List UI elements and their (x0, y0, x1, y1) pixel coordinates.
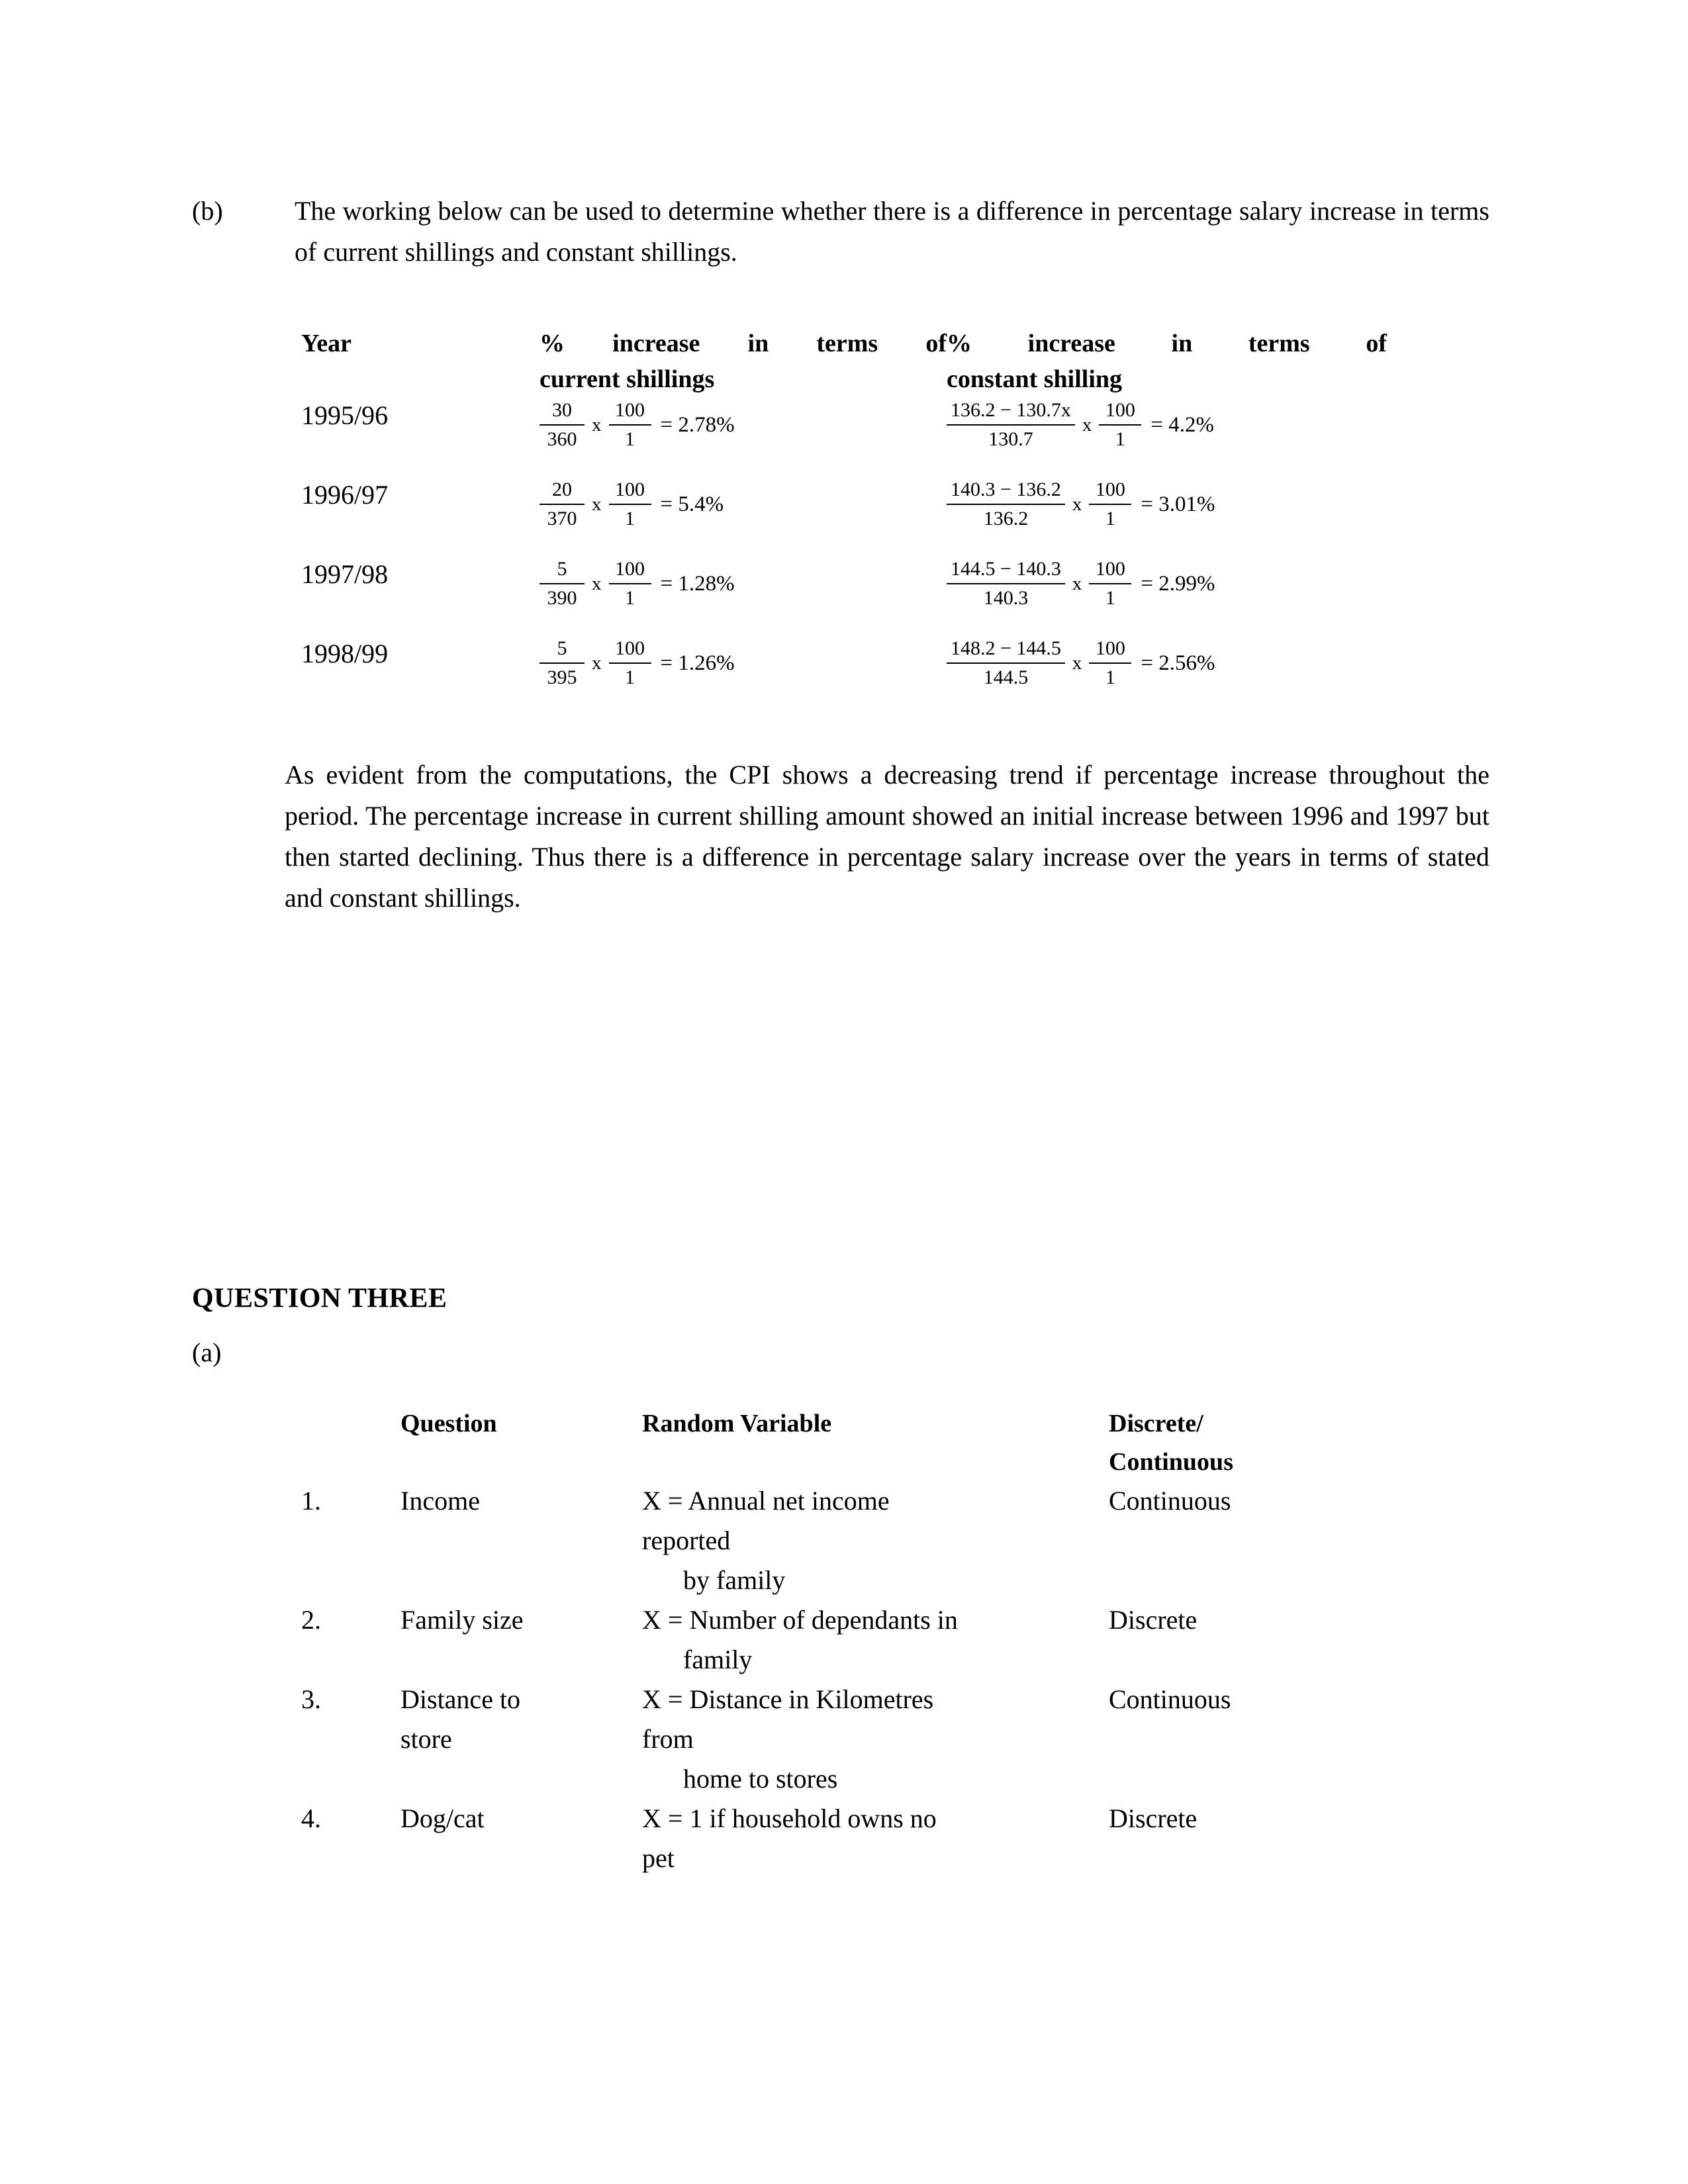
rv-variable-line1: X = Annual net income (642, 1486, 890, 1516)
rv-row-question (400, 1799, 642, 1878)
table-row (301, 477, 1387, 556)
fraction-denominator: 1 (1105, 587, 1115, 609)
fraction-bar (947, 424, 1075, 426)
fraction (1089, 637, 1131, 690)
multiply-operator: x (1072, 572, 1082, 594)
result-value: = 3.01% (1141, 492, 1215, 516)
part-b-marker: (b) (192, 196, 223, 226)
fraction-denominator: 370 (547, 508, 577, 529)
cpi-header-current-line2: current shillings (539, 365, 715, 393)
question-three-title: QUESTION THREE (192, 1283, 447, 1314)
question-three-part-a-marker: (a) (192, 1338, 222, 1367)
rv-row-type: Continuous (1109, 1486, 1231, 1516)
fraction-numerator: 100 (1095, 478, 1125, 500)
fraction (539, 557, 585, 610)
cpi-year: 1996/97 (301, 480, 389, 510)
fraction (609, 637, 651, 690)
fraction-bar (609, 504, 651, 505)
fraction-bar (609, 424, 651, 426)
fraction-denominator: 1 (1115, 428, 1125, 450)
fraction-denominator: 1 (625, 587, 635, 609)
fraction (1089, 557, 1131, 610)
fraction-denominator: 1 (625, 666, 635, 688)
rv-question-line1: Dog/cat (400, 1803, 485, 1833)
fraction-denominator: 144.5 (983, 666, 1029, 688)
fraction-numerator: 148.2 − 144.5 (951, 637, 1061, 659)
rv-header-row (301, 1404, 1387, 1481)
cpi-constant-expression (947, 397, 1387, 477)
fraction-numerator: 5 (557, 558, 567, 580)
multiply-operator: x (592, 652, 602, 674)
fraction-bar (1089, 583, 1131, 584)
fraction-bar (609, 662, 651, 664)
result-value: = 2.99% (1141, 571, 1215, 596)
rv-row-variable (642, 1680, 1109, 1799)
rv-row-variable (642, 1600, 1109, 1680)
fraction-numerator: 30 (552, 399, 572, 421)
cpi-header-year-label: Year (301, 330, 352, 357)
rv-variable-line2: from (642, 1724, 694, 1754)
cpi-header-constant-line2: constant shilling (947, 365, 1123, 393)
multiply-operator: x (1072, 493, 1082, 515)
rv-header-number (301, 1404, 400, 1481)
cpi-constant-expression (947, 477, 1387, 556)
rv-header-dc-line1: Discrete/ (1109, 1410, 1203, 1437)
rv-row-type: Discrete (1109, 1605, 1197, 1635)
rv-row-number: 4. (301, 1803, 321, 1833)
fraction-bar (539, 662, 585, 664)
fraction (1089, 478, 1131, 531)
cpi-header-constant-line1: % increase in terms of (947, 330, 1387, 357)
fraction (609, 478, 651, 531)
fraction-denominator: 395 (547, 666, 577, 688)
rv-variable-line2: pet (642, 1843, 675, 1873)
fraction-bar (609, 583, 651, 584)
rv-variable-line1: X = Distance in Kilometres (642, 1684, 934, 1714)
fraction-bar (947, 583, 1065, 584)
fraction-numerator: 20 (552, 478, 572, 500)
cpi-current-expression (539, 635, 947, 715)
cpi-header-current (539, 326, 947, 397)
rv-variable-line1: X = 1 if household owns no (642, 1803, 937, 1833)
fraction (947, 478, 1065, 531)
fraction-bar (1089, 504, 1131, 505)
fraction (539, 398, 585, 451)
fraction-bar (539, 583, 585, 584)
cpi-current-expression (539, 397, 947, 477)
rv-header-dc-line2: Continuous (1109, 1448, 1233, 1476)
fraction-numerator: 140.3 − 136.2 (951, 478, 1061, 500)
rv-header-question: Question (400, 1410, 497, 1437)
rv-variable-line3: family (683, 1645, 753, 1674)
table-row (301, 556, 1387, 635)
result-value: = 5.4% (660, 492, 724, 516)
fraction (1099, 398, 1141, 451)
cpi-header-constant (947, 326, 1387, 397)
cpi-constant-expression (947, 556, 1387, 635)
fraction-denominator: 1 (1105, 508, 1115, 529)
result-value: = 2.78% (660, 412, 735, 437)
fraction (947, 398, 1075, 451)
rv-row-question (400, 1680, 642, 1799)
multiply-operator: x (592, 572, 602, 594)
fraction-denominator: 1 (625, 508, 635, 529)
fraction (947, 557, 1065, 610)
table-row (301, 1680, 1387, 1799)
result-value: = 1.26% (660, 651, 735, 675)
result-value: = 1.28% (660, 571, 735, 596)
narrative-paragraph: As evident from the computations, the CPI shows a decreasing trend if percentage increase throughout the period. The percentage increase in current shilling amount showed an initial increase between 1996 and 1997 but then started declining. Thus there is a difference in percentage salary increase over the years in terms of stated and constant shillings. (285, 760, 1489, 913)
multiply-operator: x (592, 414, 602, 435)
cpi-year: 1998/99 (301, 639, 389, 668)
fraction (609, 398, 651, 451)
result-value: = 4.2% (1150, 412, 1215, 437)
fraction-bar (1089, 662, 1131, 664)
cpi-header-current-line1: % increase in terms of (539, 330, 947, 357)
fraction-numerator: 100 (615, 478, 645, 500)
fraction-numerator: 136.2 − 130.7x (951, 399, 1071, 421)
fraction-numerator: 100 (1095, 637, 1125, 659)
fraction-bar (1099, 424, 1141, 426)
table-row (301, 1799, 1387, 1878)
fraction-denominator: 390 (547, 587, 577, 609)
fraction-numerator: 100 (1095, 558, 1125, 580)
rv-question-line1: Distance to (400, 1684, 521, 1714)
fraction-denominator: 1 (625, 428, 635, 450)
rv-question-line1: Family size (400, 1605, 524, 1635)
cpi-current-expression (539, 556, 947, 635)
fraction (947, 637, 1065, 690)
rv-variable-line1: X = Number of dependants in (642, 1605, 958, 1635)
fraction-bar (947, 504, 1065, 505)
cpi-year: 1997/98 (301, 559, 389, 589)
table-row (301, 1481, 1387, 1600)
multiply-operator: x (1072, 652, 1082, 674)
rv-row-number: 1. (301, 1486, 321, 1516)
rv-row-question (400, 1600, 642, 1680)
part-b-block (192, 191, 1489, 273)
fraction-numerator: 100 (1105, 399, 1135, 421)
cpi-current-expression (539, 477, 947, 556)
table-row (301, 635, 1387, 715)
part-b-text: The working below can be used to determine whether there is a difference in percentage salary increase in terms of current shillings and constant shillings. (295, 196, 1489, 267)
rv-row-question (400, 1481, 642, 1600)
fraction-denominator: 360 (547, 428, 577, 450)
fraction-denominator: 140.3 (983, 587, 1029, 609)
rv-row-type: Continuous (1109, 1684, 1231, 1714)
rv-variable-line2: reported (642, 1525, 731, 1555)
fraction (539, 478, 585, 531)
fraction-denominator: 130.7 (988, 428, 1033, 450)
rv-header-discrete-continuous (1109, 1404, 1387, 1481)
rv-header-random-variable: Random Variable (642, 1410, 832, 1437)
table-row (301, 397, 1387, 477)
multiply-operator: x (1082, 414, 1092, 435)
table-row (301, 1600, 1387, 1680)
rv-variable-line3: by family (683, 1565, 786, 1595)
fraction-denominator: 136.2 (983, 508, 1029, 529)
rv-row-variable (642, 1799, 1109, 1878)
rv-variable-line3: home to stores (683, 1764, 838, 1794)
result-value: = 2.56% (1141, 651, 1215, 675)
fraction-numerator: 5 (557, 637, 567, 659)
rv-row-type: Discrete (1109, 1803, 1197, 1833)
fraction-numerator: 100 (615, 558, 645, 580)
fraction-numerator: 100 (615, 637, 645, 659)
cpi-header-year (301, 326, 539, 397)
fraction-denominator: 1 (1105, 666, 1115, 688)
fraction-bar (539, 424, 585, 426)
random-variable-table (301, 1404, 1387, 1878)
rv-row-number: 2. (301, 1605, 321, 1635)
fraction-numerator: 144.5 − 140.3 (951, 558, 1061, 580)
rv-question-line2: store (400, 1724, 452, 1754)
cpi-constant-expression (947, 635, 1387, 715)
fraction-bar (539, 504, 585, 505)
fraction (539, 637, 585, 690)
rv-row-variable (642, 1481, 1109, 1600)
rv-row-number: 3. (301, 1684, 321, 1714)
cpi-workings-table (301, 326, 1387, 715)
rv-question-line1: Income (400, 1486, 480, 1516)
cpi-year: 1995/96 (301, 400, 389, 430)
fraction-bar (947, 662, 1065, 664)
cpi-header-row (301, 326, 1387, 397)
multiply-operator: x (592, 493, 602, 515)
fraction-numerator: 100 (615, 399, 645, 421)
fraction (609, 557, 651, 610)
